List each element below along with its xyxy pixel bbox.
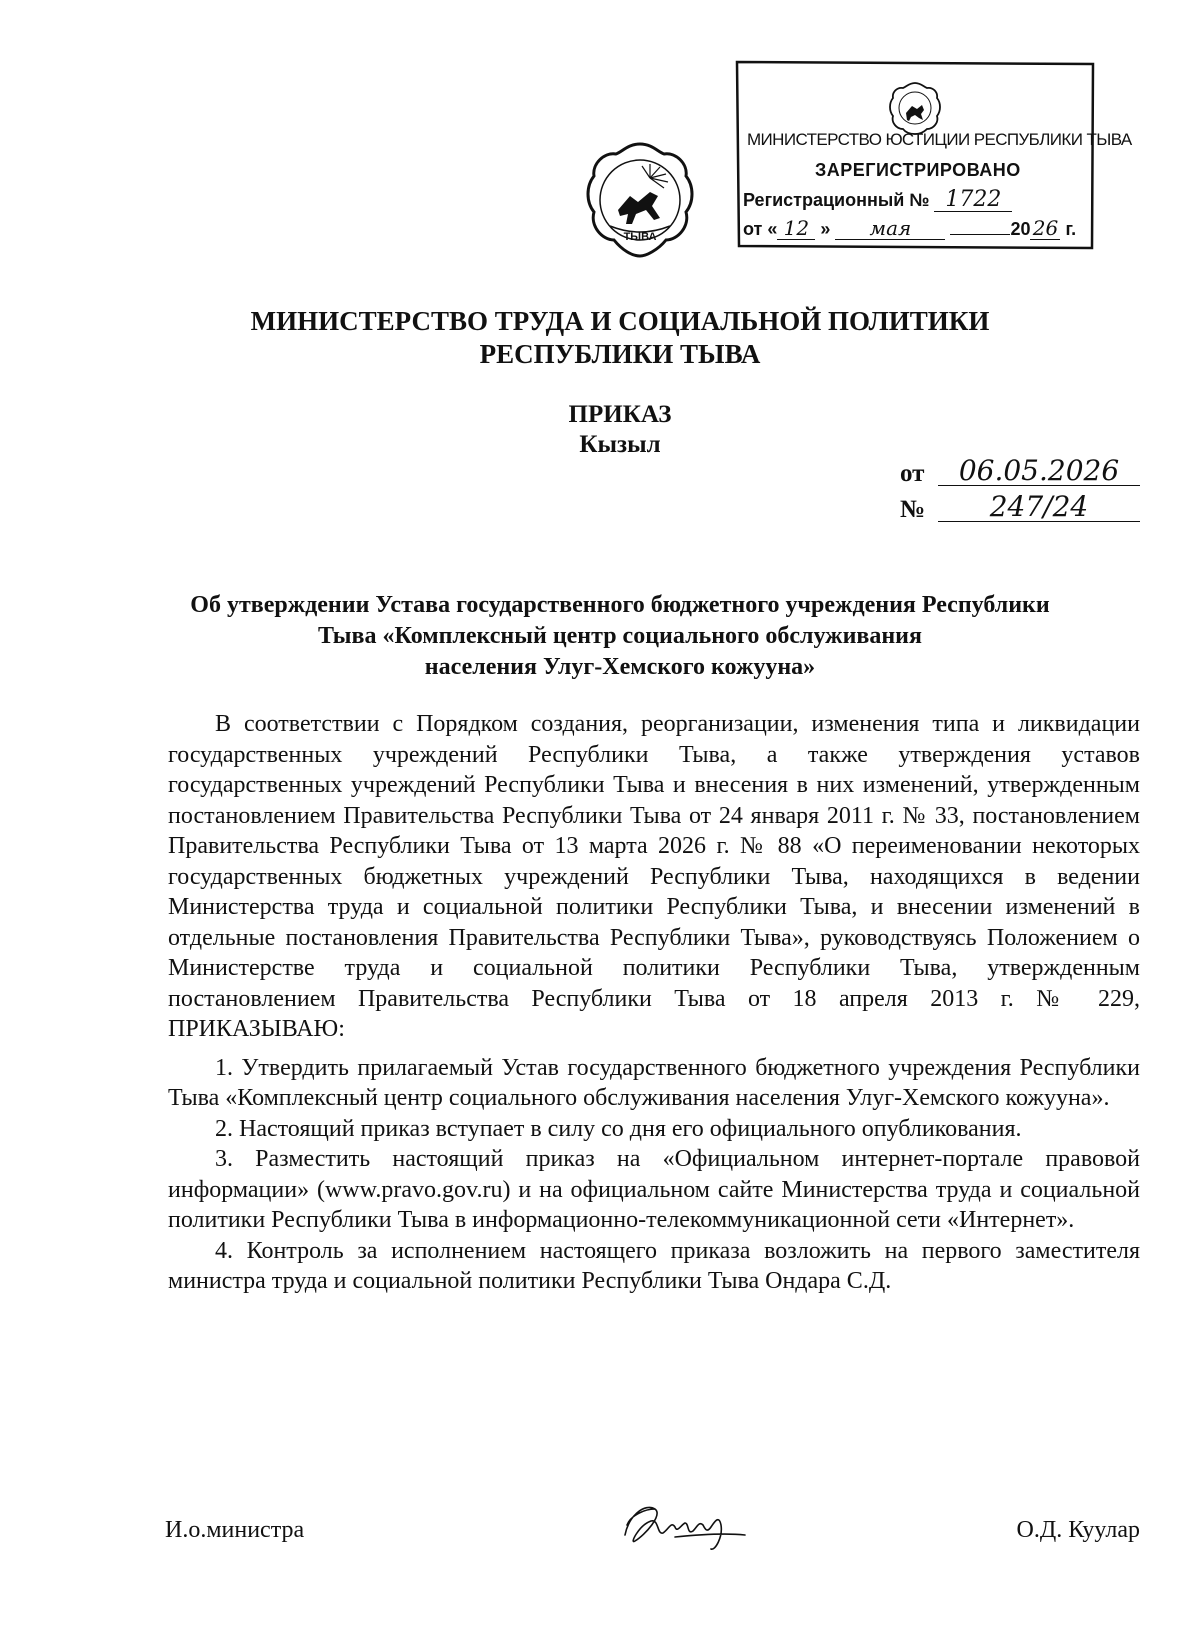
stamp-reg-value: 1722 [934,188,1012,212]
order-number-value: 247/24 [938,493,1140,522]
stamp-ministry: МИНИСТЕРСТВО ЮСТИЦИИ РЕСПУБЛИКИ ТЫВА [747,130,1132,149]
subject-line-1: Об утверждении Устава государственного бюджетного учреждения Республики [190,592,1050,618]
order-subject [150,590,1090,683]
order-date-number [900,452,1140,524]
order-item: 2. Настоящий приказ вступает в силу со дня его официального опубликования. [215,1115,1022,1142]
stamp-date-day: 12 [777,218,815,240]
order-date-label: от [900,460,925,487]
document-type: ПРИКАЗ [568,401,672,428]
order-item: 4. Контроль за исполнением настоящего приказа возложить на первого заместителя министра труда и социальной политики Республики Тыва Ондара С.Д. [168,1237,1140,1294]
order-number-label: № [900,496,926,523]
stamp-emblem-icon [887,80,943,136]
tuva-emblem-icon [580,140,700,260]
stamp-registered: ЗАРЕГИСТРИРОВАНО [815,160,1021,180]
emblem-label: ТЫВА [623,231,657,243]
signatory-name: О.Д. Куулар [1016,1517,1140,1543]
subject-line-2: Тыва «Комплексный центр социального обслуживания [317,623,922,649]
signatory-role: И.о.министра [165,1517,305,1543]
stamp-date-month: мая [835,218,945,240]
ministry-line-2: РЕСПУБЛИКИ ТЫВА [479,339,761,369]
ministry-line-1: МИНИСТЕРСТВО ТРУДА И СОЦИАЛЬНОЙ ПОЛИТИКИ [250,306,990,336]
stamp-date-year-suffix: 26 [1030,218,1060,240]
stamp-registration-number [743,188,1012,212]
stamp-date-gap [950,234,1010,235]
stamp-date-year-prefix: 20 [1010,219,1031,239]
handwritten-signature [615,1495,750,1555]
ministry-heading [150,305,1090,371]
stamp-date [743,218,1076,240]
stamp-date-year-end: г. [1065,219,1077,239]
body-preamble: В соответствии с Порядком создания, реорганизации, изменения типа и ликвидации государственных учреждений Республики Тыва, а также утверждения уставов государственных учреждений Республики Тыва и внесения в них изменений, утвержденным постановлением Правительства Республики Тыва от 24 января 2011 г. № 33, постановлением Правительства Республики Тыва от 13 марта 2026 г. № 88 «О переименовании некоторых государственных бюджетных учреждений Республики Тыва, находящихся в ведении Министерства труда и социальной политики Республики Тыва, и внесении изменений в отдельные постановления Правительства Республики Тыва», руководствуясь Положением о Министерстве труда и социальной политики Республики Тыва, утвержденным постановлением Правительства Республики Тыва от 18 апреля 2013 г. № 229, ПРИКАЗЫВАЮ: [168,711,1140,1042]
order-date-value: 06.05.2026 [938,457,1140,486]
order-item: 3. Разместить настоящий приказ на «Официальном интернет-портале правовой информации» (www.pravo.gov.ru) и на официальном сайте Министерства труда и социальной политики Республики Тыва в информационно-телекоммуникационной сети «Интернет». [168,1146,1140,1233]
stamp-date-mid: » [820,219,831,239]
order-item: 1. Утвердить прилагаемый Устав государственного бюджетного учреждения Республики Тыва «Комплексный центр социального обслуживания населения Улуг-Хемского кожууна». [168,1054,1140,1111]
registration-stamp [735,60,1132,250]
stamp-date-prefix: от « [743,219,778,239]
document-city: Кызыл [579,431,661,458]
document-type-block [150,400,1090,460]
stamp-reg-label: Регистрационный № [743,190,930,210]
order-body [168,709,1140,1297]
subject-line-3: населения Улуг-Хемского кожууна» [424,654,816,680]
